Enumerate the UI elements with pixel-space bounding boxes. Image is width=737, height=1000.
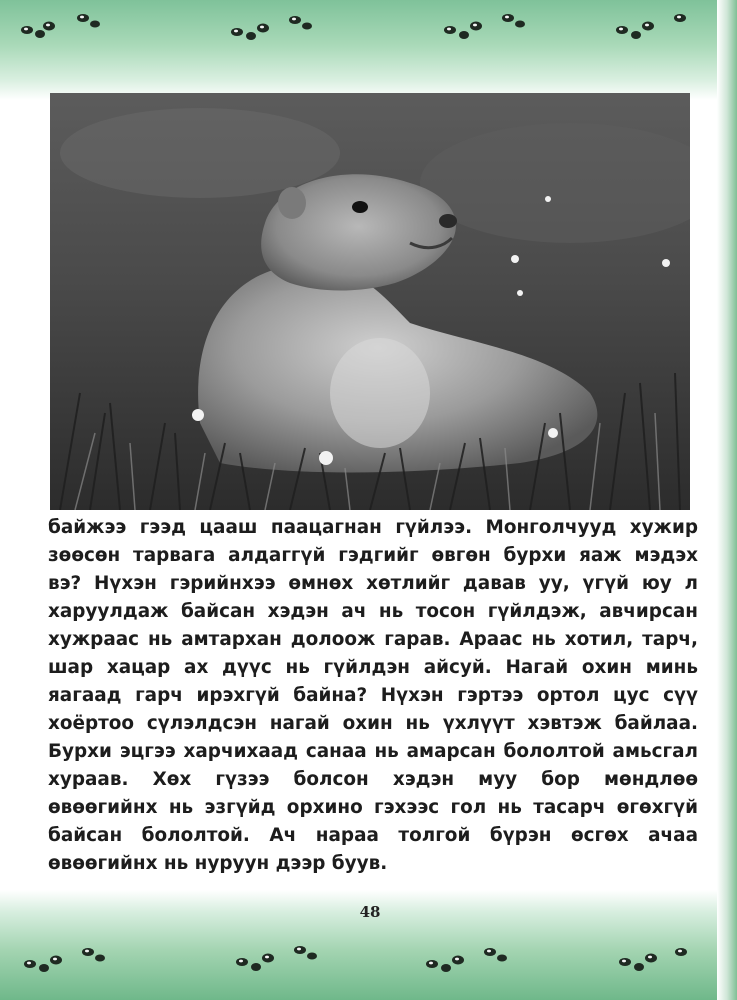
text-line: яагаад гарч ирэхгүй байна? Нүхэн гэртээ ортол цус сүү	[48, 685, 698, 706]
page-number: 48	[359, 903, 381, 921]
text-line: байсан бололтой. Ач нараа толгой бүрэн өсгөх ачаа	[48, 825, 698, 846]
paw-print-icon	[420, 940, 510, 980]
paw-print-icon	[440, 8, 530, 48]
text-line: зөөсөн тарвага алдаггүй гэдгийг өвгөн бурхи яаж мэдэх	[48, 545, 698, 566]
paw-print-icon	[610, 8, 700, 48]
text-line-last: өвөөгийнх нь нуруун дээр буув.	[48, 853, 388, 874]
text-line: байжээ гээд цааш паацагнан гүйлээ. Монголчууд хужир	[48, 517, 698, 538]
marmot-photo	[50, 93, 690, 510]
text-line: шар хацар ах дүүс нь гүйлдэн айсуй. Нагай охин минь	[48, 657, 698, 678]
paw-print-icon	[20, 940, 110, 980]
top-paw-row	[0, 8, 737, 48]
marmot-photo-image	[50, 93, 690, 510]
paw-print-icon	[615, 940, 705, 980]
text-line: хужраас нь амтархан долоож гарав. Араас нь хотил, тарч,	[48, 629, 698, 650]
text-line: вэ? Нүхэн гэрийнхээ өмнөх хөтлийг давав уу, үгүй юу л	[48, 573, 698, 594]
paw-print-icon	[230, 940, 320, 980]
text-line: харуулдаж байсан хэдэн ач нь тосон гүйлдэж, авчирсан	[48, 601, 698, 622]
story-text	[48, 514, 698, 878]
text-line: хураав. Хөх гүзээ болсон хэдэн муу бор мөндлөө	[48, 769, 698, 790]
page-edge-shadow	[717, 0, 737, 1000]
paw-print-icon	[225, 8, 315, 48]
paw-print-icon	[15, 8, 105, 48]
bottom-paw-row	[0, 940, 737, 980]
text-line: Бурхи эцгээ харчихаад санаа нь амарсан бололтой амьсгал	[48, 741, 698, 762]
text-line: өвөөгийнх нь эзгүйд орхино гэхээс гол нь тасарч өгөхгүй	[48, 797, 698, 818]
text-line: хоёртоо сүлэлдсэн нагай охин нь үхлүүт хэвтэж байлаа.	[48, 713, 698, 734]
